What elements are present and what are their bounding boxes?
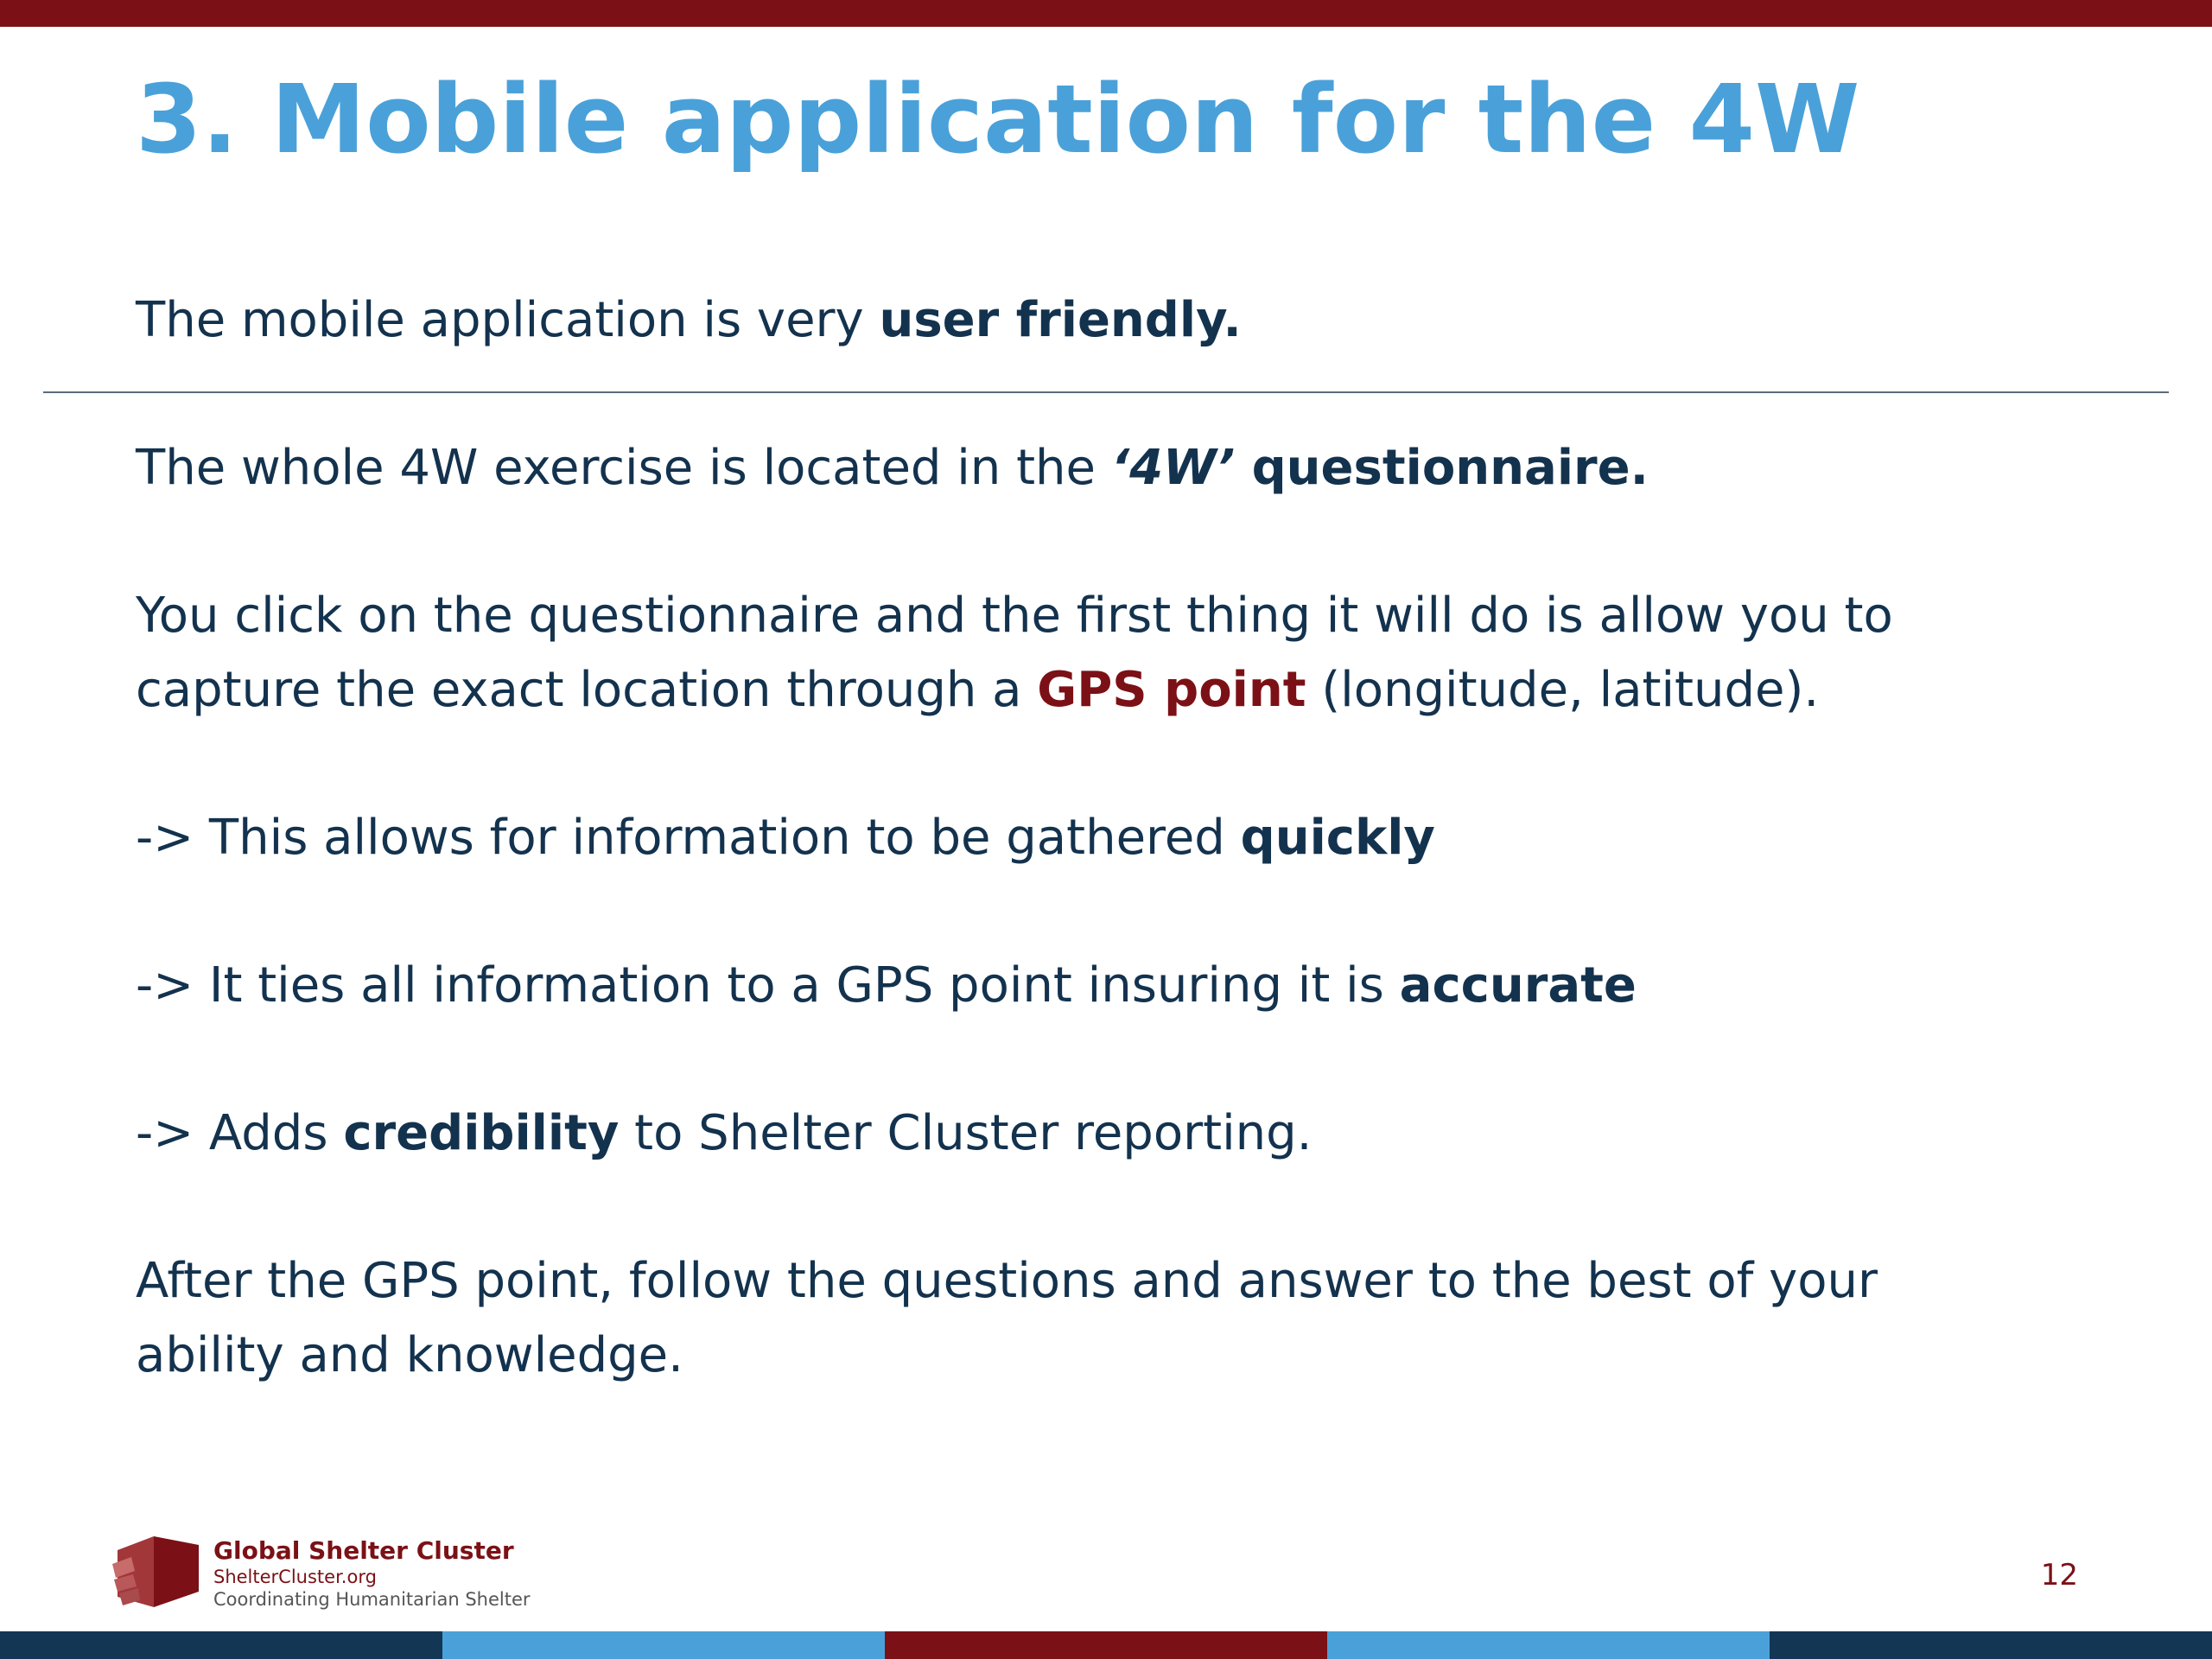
text-line-1: You click on the questionnaire and the first thing it will do is allow you to: [136, 588, 1893, 644]
paragraph-after-gps: [136, 1244, 1878, 1393]
text: -> Adds: [136, 1105, 344, 1161]
paragraph-user-friendly: [136, 283, 1242, 358]
bottom-strip-segment-1: [0, 1631, 442, 1659]
bold-text: quickly: [1240, 810, 1435, 866]
shelter-cluster-logo-icon: [112, 1531, 203, 1611]
bottom-strip-segment-5: [1770, 1631, 2212, 1659]
gps-point-highlight: GPS point: [1037, 662, 1306, 718]
bold-text: user friendly.: [879, 292, 1242, 348]
bottom-strip-segment-2: [442, 1631, 885, 1659]
paragraph-credibility: [136, 1096, 1312, 1171]
text: (longitude, latitude).: [1306, 662, 1820, 718]
org-tagline: Coordinating Humanitarian Shelter: [213, 1589, 531, 1610]
text: -> This allows for information to be gathered: [136, 810, 1241, 866]
divider-line: [43, 391, 2169, 393]
paragraph-quickly: [136, 801, 1435, 875]
text: The whole 4W exercise is located in the: [136, 440, 1111, 496]
paragraph-gps-capture: [136, 579, 1893, 728]
bold-text: credibility: [343, 1105, 620, 1161]
org-name: Global Shelter Cluster: [213, 1536, 514, 1565]
top-accent-bar: [0, 0, 2212, 27]
page-number: 12: [2040, 1558, 2078, 1592]
text: The mobile application is very: [136, 292, 880, 348]
text: -> It ties all information to a GPS point insuring it is: [136, 957, 1400, 1014]
text: capture the exact location through a: [136, 662, 1038, 718]
paragraph-4w-questionnaire: [136, 431, 1649, 505]
bold-italic-text: ‘4W’: [1110, 440, 1236, 496]
bottom-color-strip: [0, 1631, 2212, 1659]
text-line-2: ability and knowledge.: [136, 1327, 683, 1383]
paragraph-accurate: [136, 949, 1637, 1023]
text: to Shelter Cluster reporting.: [619, 1105, 1313, 1161]
text-line-1: After the GPS point, follow the questions and answer to the best of your: [136, 1253, 1878, 1309]
bottom-strip-segment-3: [885, 1631, 1327, 1659]
org-website: ShelterCluster.org: [213, 1567, 377, 1587]
bold-text: accurate: [1399, 957, 1637, 1014]
bottom-strip-segment-4: [1327, 1631, 1770, 1659]
bold-text: questionnaire.: [1235, 440, 1649, 496]
slide-title: 3. Mobile application for the 4W: [136, 64, 1860, 175]
